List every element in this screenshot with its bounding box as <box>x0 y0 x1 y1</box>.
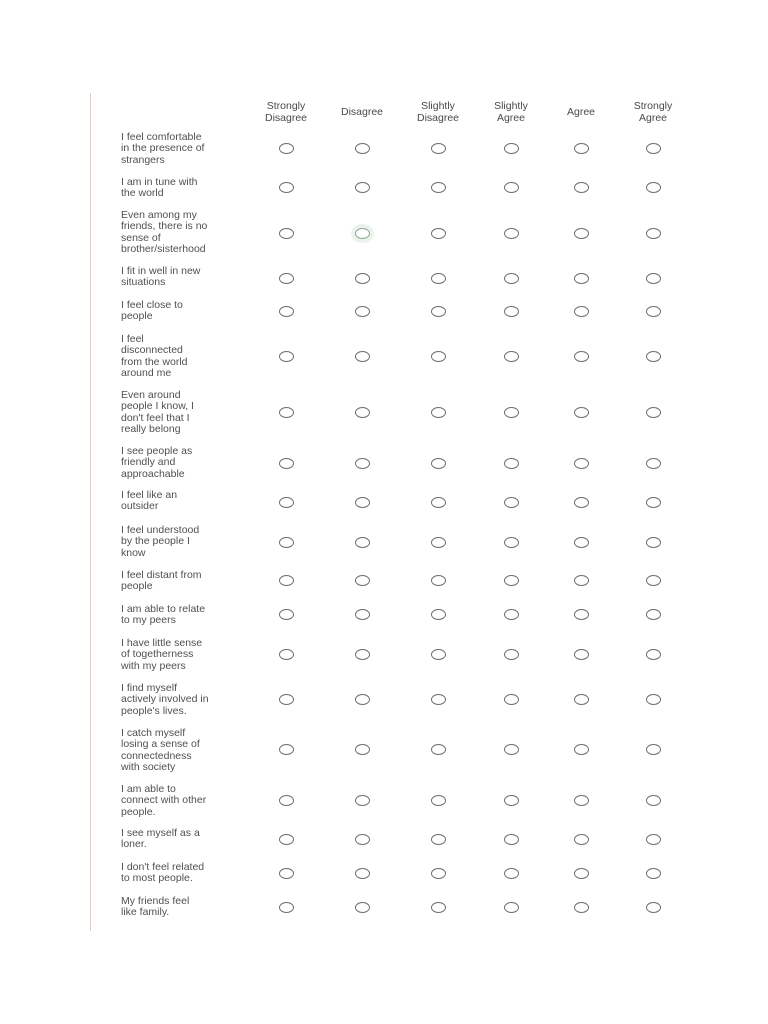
radio-option-4[interactable] <box>504 609 519 620</box>
radio-option-3[interactable] <box>431 182 446 193</box>
radio-option-4[interactable] <box>504 273 519 284</box>
radio-option-6[interactable] <box>646 609 661 620</box>
radio-option-5[interactable] <box>574 868 589 879</box>
radio-option-5[interactable] <box>574 834 589 845</box>
radio-option-1[interactable] <box>279 575 294 586</box>
column-header-5: Agree <box>566 106 596 118</box>
radio-option-3[interactable] <box>431 497 446 508</box>
radio-option-2[interactable] <box>355 537 370 548</box>
radio-option-5[interactable] <box>574 694 589 705</box>
radio-option-1[interactable] <box>279 407 294 418</box>
radio-option-1[interactable] <box>279 868 294 879</box>
radio-option-6[interactable] <box>646 795 661 806</box>
radio-option-2[interactable] <box>355 497 370 508</box>
radio-option-5[interactable] <box>574 537 589 548</box>
radio-option-2[interactable] <box>355 182 370 193</box>
radio-option-1[interactable] <box>279 694 294 705</box>
radio-option-5[interactable] <box>574 273 589 284</box>
radio-option-4[interactable] <box>504 868 519 879</box>
radio-option-3[interactable] <box>431 795 446 806</box>
radio-option-2[interactable] <box>355 273 370 284</box>
radio-option-2[interactable] <box>355 902 370 913</box>
question-label: I am able to relate to my peers <box>121 603 206 627</box>
radio-option-3[interactable] <box>431 649 446 660</box>
column-header-4: Slightly Agree <box>494 100 528 124</box>
radio-option-3[interactable] <box>431 902 446 913</box>
scale-header <box>0 94 768 130</box>
radio-option-1[interactable] <box>279 834 294 845</box>
radio-option-4[interactable] <box>504 744 519 755</box>
radio-option-4[interactable] <box>504 458 519 469</box>
radio-option-6[interactable] <box>646 273 661 284</box>
radio-option-2[interactable] <box>355 143 370 154</box>
radio-option-6[interactable] <box>646 902 661 913</box>
question-label: I catch myself losing a sense of connectedness with society <box>121 727 200 774</box>
radio-option-6[interactable] <box>646 834 661 845</box>
radio-option-2[interactable] <box>355 458 370 469</box>
radio-option-5[interactable] <box>574 306 589 317</box>
radio-option-4[interactable] <box>504 497 519 508</box>
question-label: I fit in well in new situations <box>121 265 201 289</box>
column-header-2: Disagree <box>340 106 384 118</box>
radio-option-1[interactable] <box>279 744 294 755</box>
radio-option-5[interactable] <box>574 228 589 239</box>
radio-option-3[interactable] <box>431 834 446 845</box>
radio-option-6[interactable] <box>646 306 661 317</box>
radio-option-2[interactable] <box>355 351 370 362</box>
question-label: I feel disconnected from the world around me <box>121 333 188 380</box>
radio-option-6[interactable] <box>646 407 661 418</box>
question-label: My friends feel like family. <box>121 895 190 919</box>
radio-option-1[interactable] <box>279 795 294 806</box>
radio-option-2[interactable] <box>355 306 370 317</box>
column-header-3: Slightly Disagree <box>416 100 460 124</box>
radio-option-4[interactable] <box>504 649 519 660</box>
radio-option-6[interactable] <box>646 458 661 469</box>
question-label: I feel comfortable in the presence of strangers <box>121 131 205 166</box>
radio-option-2[interactable] <box>355 834 370 845</box>
radio-option-6[interactable] <box>646 228 661 239</box>
question-label: I am in tune with the world <box>121 176 198 200</box>
radio-option-1[interactable] <box>279 351 294 362</box>
radio-option-3[interactable] <box>431 143 446 154</box>
radio-option-6[interactable] <box>646 868 661 879</box>
radio-option-1[interactable] <box>279 273 294 284</box>
radio-option-5[interactable] <box>574 458 589 469</box>
radio-option-4[interactable] <box>504 407 519 418</box>
question-label: I feel close to people <box>121 299 183 323</box>
radio-option-6[interactable] <box>646 694 661 705</box>
radio-option-4[interactable] <box>504 575 519 586</box>
radio-option-5[interactable] <box>574 902 589 913</box>
radio-option-3[interactable] <box>431 744 446 755</box>
radio-option-6[interactable] <box>646 143 661 154</box>
radio-option-2[interactable] <box>355 744 370 755</box>
radio-option-4[interactable] <box>504 143 519 154</box>
radio-option-3[interactable] <box>431 228 446 239</box>
radio-option-2[interactable] <box>355 795 370 806</box>
question-label: I feel understood by the people I know <box>121 524 200 559</box>
column-header-6: Strongly Agree <box>633 100 673 124</box>
radio-option-2[interactable] <box>355 575 370 586</box>
radio-option-3[interactable] <box>431 575 446 586</box>
question-label: I see myself as a loner. <box>121 827 200 851</box>
radio-option-4[interactable] <box>504 902 519 913</box>
radio-option-3[interactable] <box>431 306 446 317</box>
radio-option-1[interactable] <box>279 306 294 317</box>
question-label: Even around people I know, I don't feel that I really belong <box>121 389 194 436</box>
question-label: Even among my friends, there is no sense of brother/sisterhood <box>121 209 208 256</box>
question-label: I see people as friendly and approachable <box>121 445 193 480</box>
radio-option-3[interactable] <box>431 868 446 879</box>
radio-option-2[interactable] <box>355 228 370 239</box>
radio-option-2[interactable] <box>355 649 370 660</box>
radio-option-4[interactable] <box>504 537 519 548</box>
radio-option-6[interactable] <box>646 497 661 508</box>
radio-option-3[interactable] <box>431 458 446 469</box>
radio-option-3[interactable] <box>431 694 446 705</box>
radio-option-2[interactable] <box>355 868 370 879</box>
radio-option-1[interactable] <box>279 537 294 548</box>
question-label: I have little sense of togetherness with my peers <box>121 637 203 672</box>
question-label: I am able to connect with other people. <box>121 783 207 818</box>
left-margin-rule <box>90 93 91 931</box>
radio-option-3[interactable] <box>431 609 446 620</box>
radio-option-5[interactable] <box>574 609 589 620</box>
radio-option-6[interactable] <box>646 537 661 548</box>
radio-option-4[interactable] <box>504 306 519 317</box>
radio-option-5[interactable] <box>574 744 589 755</box>
radio-option-5[interactable] <box>574 182 589 193</box>
radio-option-1[interactable] <box>279 649 294 660</box>
radio-option-6[interactable] <box>646 575 661 586</box>
question-label: I feel distant from people <box>121 569 202 593</box>
radio-option-2[interactable] <box>355 407 370 418</box>
radio-option-2[interactable] <box>355 694 370 705</box>
radio-option-4[interactable] <box>504 694 519 705</box>
radio-option-6[interactable] <box>646 351 661 362</box>
radio-option-1[interactable] <box>279 902 294 913</box>
radio-option-5[interactable] <box>574 351 589 362</box>
question-label: I find myself actively involved in people's lives. <box>121 682 209 717</box>
radio-option-2[interactable] <box>355 609 370 620</box>
radio-option-4[interactable] <box>504 182 519 193</box>
radio-option-6[interactable] <box>646 744 661 755</box>
radio-option-5[interactable] <box>574 497 589 508</box>
radio-option-1[interactable] <box>279 497 294 508</box>
radio-option-1[interactable] <box>279 609 294 620</box>
radio-option-1[interactable] <box>279 228 294 239</box>
radio-option-4[interactable] <box>504 834 519 845</box>
radio-option-3[interactable] <box>431 351 446 362</box>
radio-option-5[interactable] <box>574 407 589 418</box>
radio-option-6[interactable] <box>646 649 661 660</box>
column-header-1: Strongly Disagree <box>264 100 308 124</box>
radio-option-3[interactable] <box>431 537 446 548</box>
radio-option-1[interactable] <box>279 182 294 193</box>
radio-option-5[interactable] <box>574 575 589 586</box>
radio-option-5[interactable] <box>574 649 589 660</box>
radio-option-5[interactable] <box>574 795 589 806</box>
question-label: I don't feel related to most people. <box>121 861 205 885</box>
radio-option-3[interactable] <box>431 273 446 284</box>
radio-option-1[interactable] <box>279 458 294 469</box>
radio-option-4[interactable] <box>504 795 519 806</box>
radio-option-4[interactable] <box>504 228 519 239</box>
radio-option-5[interactable] <box>574 143 589 154</box>
radio-option-6[interactable] <box>646 182 661 193</box>
question-label: I feel like an outsider <box>121 489 178 513</box>
radio-option-4[interactable] <box>504 351 519 362</box>
radio-option-3[interactable] <box>431 407 446 418</box>
radio-option-1[interactable] <box>279 143 294 154</box>
